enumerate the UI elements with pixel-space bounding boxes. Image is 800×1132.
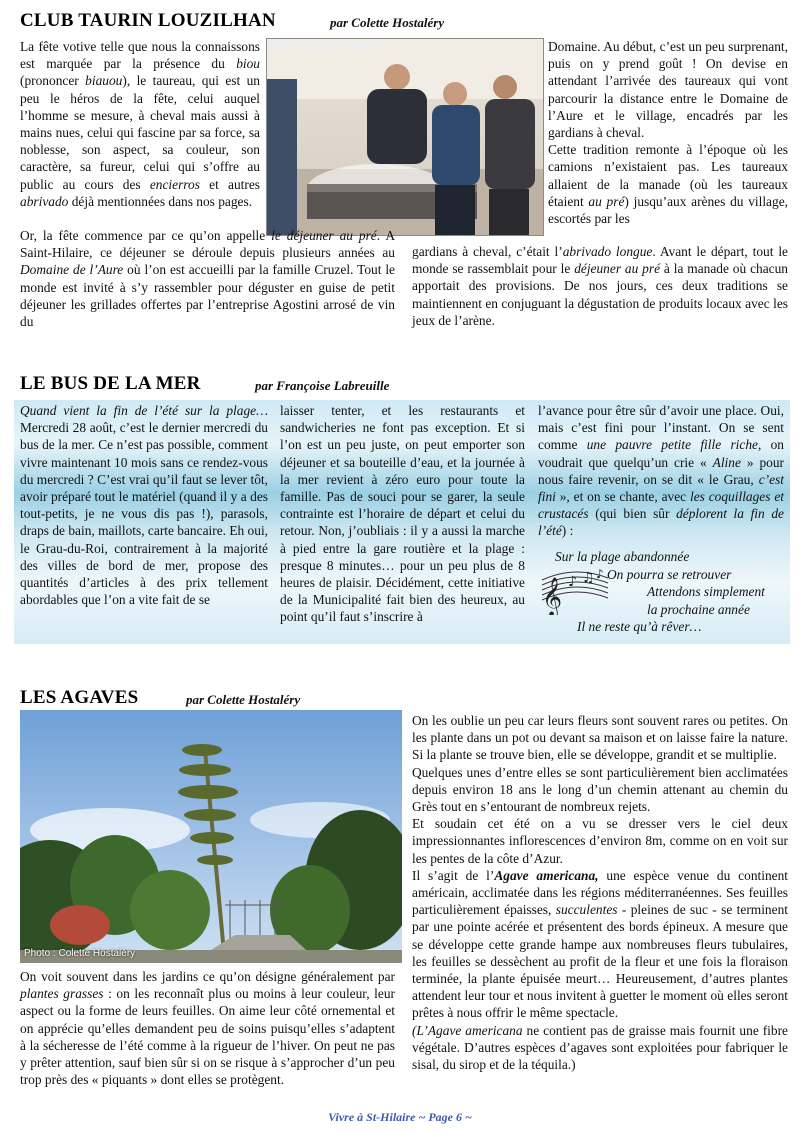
section-title-les-agaves: LES AGAVES <box>20 687 139 708</box>
page-footer: Vivre à St-Hilaire ~ Page 6 ~ <box>328 1110 472 1124</box>
club-taurin-text-bottom-left: Or, la fête commence par ce qu’on appelle le déjeuner au pré. A Saint-Hilaire, ce déjeuner se déroule depuis plusieurs années au Domaine de l’Aure où l’on est accueilli par la famille Cruzel. Tout le monde est invité à s’y rassembler pour déguster en guise de petit déjeuner les grillades offertes par l’entreprise Agostini arrosé de vin du <box>20 228 396 330</box>
bus-text-col1: Quand vient la fin de l’été sur la plage… Mercredi 28 août, c’est le dernier mercredi du bus de la mer. Ce n’est pas possible, comment vivre maintenant 10 mois sans ce rendez-vous du mercredi ? C’est vrai qu’il faut se lever tôt, avoir préparé tout le matériel (quand il y a des tout-petits, je ne vous dis pas !), parasols, draps de bain, maillots, carte bancaire. Eh oui, le Grau-du-Roi, contrairement à la majorité des villes de bord de mer, propose des quantités d’articles à des prix tellement abordables que l’on a vite fait de se <box>20 403 269 608</box>
bus-text-col3: l’avance pour être sûr d’avoir une place. Oui, mais c’est fini pour l’instant. On se sent comme une pauvre petite fille riche, on voudrait que quelqu’un crie « Aline » pour nous faire revenir, on se dit « le Grau, c’est fini », et on se chante, avec les coquillages et crustacés (qui bien sûr déplorent la fin de l’été) : <box>538 403 784 539</box>
photo-agave <box>20 710 402 963</box>
agaves-text-left: On voit souvent dans les jardins ce qu’on désigne généralement par plantes grasses : on les reconnaît plus ou moins à leur couleur, leur aspect ou la forme de leurs feuilles. On aime leur côté ornemental et on apprécie qu’elles demandent peu de soins puisqu’elles s’adaptent à la sécheresse de l’été comme à la rigueur de l’hiver. On peut ne pas y prêter attention, sauf bien sûr si on se risque à s’approcher d’un peu trop près des « piquants » dont elles se protègent. <box>20 969 395 1088</box>
agaves-text-right: On les oublie un peu car leurs fleurs sont souvent rares ou petites. On les plante dans un pot ou devant sa maison et on laisse faire la nature. Si la plante se trouve bien, elle se développe, grandit et se multiplie. Quelques unes d’entre elles se sont particulièrement bien acclimatées depuis environ 18 ans le long d’un chemin attenant au chemin du Grès tout en s’entourant de nombreux rejets. Et soudain cet été on a vu se dresser vers le ciel deux impressionnantes inflorescences d’environ 8m, comme on en voit sur les pentes de la côte d’Azur. Il s’agit de l’Agave americana, une espèce venue du continent américain, acclimatée dans les régions méditerranéennes. Ses feuilles particulièrement épaisses, succulentes - pleines de suc - se terminent par une pointe acérée et présentent des bords épineux. A mesure que se développe cette grande hampe aux nombreuses fleurs tubulaires, les feuilles se dessèchent au profit de la fleur et une fois la floraison terminée, la plante épuisée meurt… Heureusement, d’autres plantes attendent leur tour et nous invitent à guetter le moment où elles seront prêtes à nous offrir le même spectacle. (L’Agave americana ne contient pas de graisse mais fournit une fibre végétale. D’autres espèces d’agaves sont exploitées pour fabriquer le sisal, du sirop et de la téquila.) <box>412 713 789 1073</box>
svg-text:♪: ♪ <box>596 567 604 581</box>
section-title-club-taurin: CLUB TAURIN LOUZILHAN <box>20 10 276 31</box>
svg-text:𝄞: 𝄞 <box>542 577 563 615</box>
club-taurin-text-bottom-right: gardians à cheval, c’était l’abrivado longue. Avant le départ, tout le monde se rassemblait pour le déjeuner au pré à la manade où chacun apportait des provisions. De nos jours, ces deux traditions se maintiennent en conjuguant la dégustation de produits locaux avec les jeux de l’arène. <box>412 244 788 328</box>
club-taurin-text-right: Domaine. Au début, c’est un peu surprenant, puis on y prend goût ! On devise en attendant l’arrivée des taureaux qui vont parcourir la distance entre le Domaine de l’Aure et le village, encadrés par les gardians à cheval. Cette tradition remonte à l’époque où les camions n’existaient pas. Les taureaux allaient de la manade (où les taureaux étaient au pré) jusqu’aux arènes du village, escortés par les <box>548 39 788 227</box>
svg-text:♪: ♪ <box>568 574 577 590</box>
section-title-bus-de-la-mer: LE BUS DE LA MER <box>20 373 201 394</box>
byline-bus-de-la-mer: par Françoise Labreuille <box>255 378 390 393</box>
photo-credit-agave: Photo : Colette Hostaléry <box>24 948 136 959</box>
svg-text:♫: ♫ <box>582 570 595 586</box>
song-lyrics: Sur la plage abandonnée On pourra se retrouver Attendons simplement la prochaine année Il ne reste qu’à rêver… <box>555 549 765 634</box>
bus-text-col2: laisser tenter, et les restaurants et sandwicheries ne font pas exception. Et si l’on est un peu juste, on peut emporter son déjeuner et sa bouteille d’eau, et la journée à la mer revient à zéro euro pour toute la famille. Pas de souci pour se garer, la seule contrainte est l’horaire de départ et celui du retour. Non, j’oubliais : il y a aussi la marche à pied entre la gare routière et la plage : presque 8 minutes… pour un peu plus de 8 heures de plaisir. Décidément, cette initiative de la Municipalité fait bien des heureux, au point qu’il faut s’inscrire à <box>280 403 525 625</box>
byline-les-agaves: par Colette Hostaléry <box>186 692 301 707</box>
photo-barbecue <box>266 38 544 236</box>
club-taurin-text-left: La fête votive telle que nous la connaissons est marquée par la présence du biou (prononcer biauou), le taureau, qui est un peu le héros de la fête, celui auquel l’homme se mesure, à cheval mais aussi à mains nues, celui qui fascine par sa force, sa noblesse, son aspect, sa couleur, son caractère, sa fureur, celui qui s’offre au public au cours des encierros et autres abrivado déjà mentionnées dans nos pages. <box>20 39 260 209</box>
photo-credit: Photo : Colette Hostaléry <box>271 41 383 52</box>
byline-club-taurin: par Colette Hostaléry <box>330 15 445 30</box>
